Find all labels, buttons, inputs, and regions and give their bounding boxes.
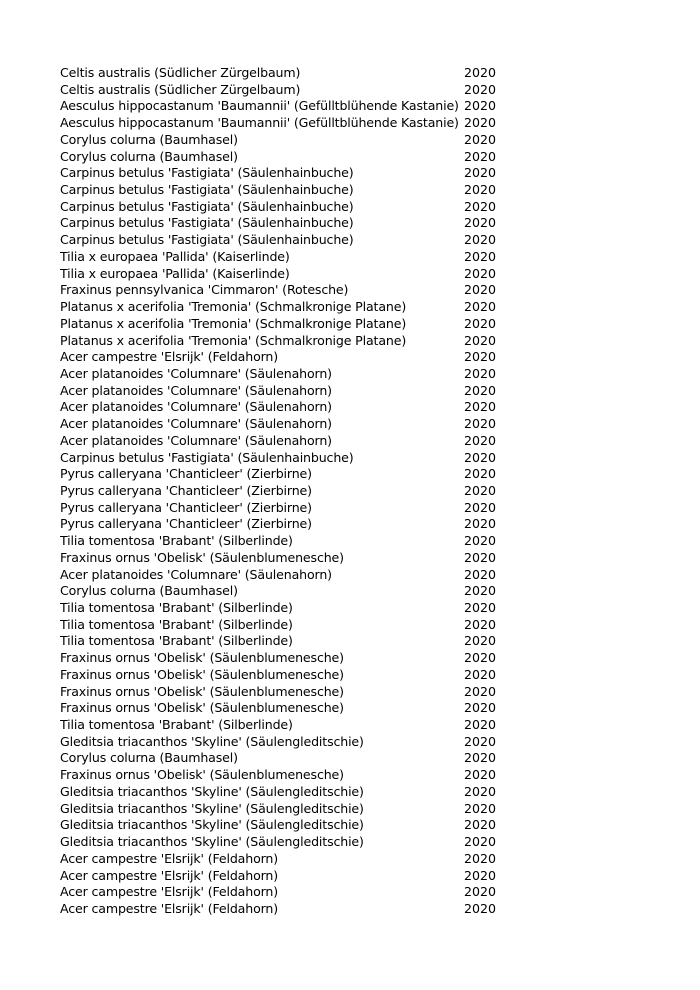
table-row xyxy=(60,667,520,684)
planting-year: 2020 xyxy=(464,516,497,532)
tree-name: Tilia tomentosa 'Brabant' (Silberlinde) xyxy=(60,600,293,615)
table-row xyxy=(60,901,520,918)
table-row xyxy=(60,784,520,801)
planting-year: 2020 xyxy=(464,332,497,348)
tree-name: Acer platanoides 'Columnare' (Säulenahorn) xyxy=(60,365,332,381)
planting-year: 2020 xyxy=(464,399,497,415)
tree-name: Acer platanoides 'Columnare' (Säulenahorn) xyxy=(60,566,332,582)
planting-year: 2020 xyxy=(464,182,497,198)
planting-year: 2020 xyxy=(464,683,497,699)
planting-year: 2020 xyxy=(464,416,497,432)
table-row xyxy=(60,215,520,232)
planting-year: 2020 xyxy=(464,867,497,883)
table-row xyxy=(60,583,520,600)
table-row xyxy=(60,416,520,433)
table-row xyxy=(60,182,520,199)
planting-year: 2020 xyxy=(464,566,497,582)
table-row xyxy=(60,399,520,416)
table-row xyxy=(60,834,520,851)
tree-name: Corylus colurna (Baumhasel) xyxy=(60,750,238,766)
tree-name: Pyrus calleryana 'Chanticleer' (Zierbirne) xyxy=(60,516,312,532)
tree-name: Tilia tomentosa 'Brabant' (Silberlinde) xyxy=(60,616,293,632)
tree-name: Pyrus calleryana 'Chanticleer' (Zierbirne) xyxy=(60,466,312,482)
planting-year: 2020 xyxy=(464,583,497,599)
tree-name: Celtis australis (Südlicher Zürgelbaum) xyxy=(60,81,301,97)
planting-year: 2020 xyxy=(464,466,497,482)
planting-year: 2020 xyxy=(464,349,497,365)
table-row xyxy=(60,717,520,734)
planting-year: 2020 xyxy=(464,232,497,248)
table-row xyxy=(60,600,520,617)
planting-year: 2020 xyxy=(464,98,497,114)
tree-name: Acer platanoides 'Columnare' (Säulenahorn) xyxy=(60,399,332,415)
planting-year: 2020 xyxy=(464,248,497,264)
planting-year: 2020 xyxy=(464,834,497,850)
tree-name: Acer platanoides 'Columnare' (Säulenahorn) xyxy=(60,382,332,398)
tree-name: Carpinus betulus 'Fastigiata' (Säulenhainbuche) xyxy=(60,182,354,198)
planting-year: 2020 xyxy=(464,148,497,164)
table-row xyxy=(60,316,520,333)
tree-name: Carpinus betulus 'Fastigiata' (Säulenhainbuche) xyxy=(60,232,354,248)
planting-year: 2020 xyxy=(464,198,497,214)
planting-year: 2020 xyxy=(464,717,497,733)
table-row xyxy=(60,132,520,149)
tree-name: Gleditsia triacanthos 'Skyline' (Säulengleditschie) xyxy=(60,733,364,749)
table-row xyxy=(60,115,520,132)
table-row xyxy=(60,868,520,885)
planting-year: 2020 xyxy=(464,767,497,783)
planting-year: 2020 xyxy=(464,432,497,448)
tree-name: Carpinus betulus 'Fastigiata' (Säulenhainbuche) xyxy=(60,215,354,231)
tree-name: Fraxinus ornus 'Obelisk' (Säulenblumenesche) xyxy=(60,683,344,699)
tree-name: Acer platanoides 'Columnare' (Säulenahorn) xyxy=(60,416,332,432)
table-row xyxy=(60,149,520,166)
tree-name: Platanus x acerifolia 'Tremonia' (Schmalkronige Platane) xyxy=(60,299,407,315)
table-row xyxy=(60,817,520,834)
tree-name: Aesculus hippocastanum 'Baumannii' (Gefülltblühende Kastanie) xyxy=(60,115,459,131)
tree-name: Fraxinus pennsylvanica 'Cimmaron' (Rotesche) xyxy=(60,282,349,298)
tree-name: Fraxinus ornus 'Obelisk' (Säulenblumenesche) xyxy=(60,650,344,666)
tree-name: Carpinus betulus 'Fastigiata' (Säulenhainbuche) xyxy=(60,198,354,214)
tree-name: Pyrus calleryana 'Chanticleer' (Zierbirne) xyxy=(60,499,312,515)
tree-name: Fraxinus ornus 'Obelisk' (Säulenblumenesche) xyxy=(60,767,344,783)
planting-year: 2020 xyxy=(464,81,497,97)
table-row xyxy=(60,684,520,701)
tree-name: Acer campestre 'Elsrijk' (Feldahorn) xyxy=(60,850,279,866)
table-row xyxy=(60,282,520,299)
tree-name: Acer platanoides 'Columnare' (Säulenahorn) xyxy=(60,432,332,448)
tree-name: Tilia x europaea 'Pallida' (Kaiserlinde) xyxy=(60,248,290,264)
tree-name: Tilia tomentosa 'Brabant' (Silberlinde) xyxy=(60,533,293,549)
planting-year: 2020 xyxy=(464,733,497,749)
tree-name: Fraxinus ornus 'Obelisk' (Säulenblumenesche) xyxy=(60,666,344,682)
tree-name: Tilia tomentosa 'Brabant' (Silberlinde) xyxy=(60,717,293,733)
tree-name: Acer campestre 'Elsrijk' (Feldahorn) xyxy=(60,867,279,883)
tree-name: Aesculus hippocastanum 'Baumannii' (Gefülltblühende Kastanie) xyxy=(60,98,459,114)
tree-name: Fraxinus ornus 'Obelisk' (Säulenblumenesche) xyxy=(60,700,344,716)
table-row xyxy=(60,366,520,383)
tree-name: Acer campestre 'Elsrijk' (Feldahorn) xyxy=(60,349,279,365)
table-row xyxy=(60,232,520,249)
planting-year: 2020 xyxy=(464,382,497,398)
table-row xyxy=(60,450,520,467)
table-row xyxy=(60,884,520,901)
planting-year: 2020 xyxy=(464,215,497,231)
table-row xyxy=(60,199,520,216)
table-row xyxy=(60,516,520,533)
planting-year: 2020 xyxy=(464,783,497,799)
planting-year: 2020 xyxy=(464,265,497,281)
planting-year: 2020 xyxy=(464,817,497,833)
planting-year: 2020 xyxy=(464,131,497,147)
planting-year: 2020 xyxy=(464,633,497,649)
planting-year: 2020 xyxy=(464,365,497,381)
planting-year: 2020 xyxy=(464,533,497,549)
tree-name: Tilia x europaea 'Pallida' (Kaiserlinde) xyxy=(60,265,290,281)
planting-year: 2020 xyxy=(464,165,497,181)
table-row xyxy=(60,433,520,450)
table-row xyxy=(60,700,520,717)
tree-name: Fraxinus ornus 'Obelisk' (Säulenblumenesche) xyxy=(60,549,344,565)
planting-year: 2020 xyxy=(464,449,497,465)
tree-name: Tilia tomentosa 'Brabant' (Silberlinde) xyxy=(60,633,293,649)
planting-year: 2020 xyxy=(464,650,497,666)
planting-year: 2020 xyxy=(464,884,497,900)
planting-year: 2020 xyxy=(464,850,497,866)
tree-name: Celtis australis (Südlicher Zürgelbaum) xyxy=(60,65,301,80)
table-row xyxy=(60,98,520,115)
tree-name: Carpinus betulus 'Fastigiata' (Säulenhainbuche) xyxy=(60,449,354,465)
tree-name: Corylus colurna (Baumhasel) xyxy=(60,148,238,164)
tree-name: Gleditsia triacanthos 'Skyline' (Säulengleditschie) xyxy=(60,817,364,833)
tree-list xyxy=(60,65,520,918)
table-row xyxy=(60,734,520,751)
planting-year: 2020 xyxy=(464,549,497,565)
planting-year: 2020 xyxy=(464,666,497,682)
table-row xyxy=(60,483,520,500)
planting-year: 2020 xyxy=(464,600,497,615)
tree-name: Pyrus calleryana 'Chanticleer' (Zierbirne) xyxy=(60,482,312,498)
table-row xyxy=(60,349,520,366)
tree-name: Acer campestre 'Elsrijk' (Feldahorn) xyxy=(60,884,279,900)
table-row xyxy=(60,165,520,182)
table-row xyxy=(60,82,520,99)
planting-year: 2020 xyxy=(464,616,497,632)
table-row xyxy=(60,65,520,82)
table-row xyxy=(60,801,520,818)
tree-name: Platanus x acerifolia 'Tremonia' (Schmalkronige Platane) xyxy=(60,315,407,331)
table-row xyxy=(60,617,520,634)
planting-year: 2020 xyxy=(464,115,497,131)
planting-year: 2020 xyxy=(464,499,497,515)
table-row xyxy=(60,249,520,266)
tree-name: Corylus colurna (Baumhasel) xyxy=(60,583,238,599)
planting-year: 2020 xyxy=(464,482,497,498)
table-row xyxy=(60,383,520,400)
tree-name: Carpinus betulus 'Fastigiata' (Säulenhainbuche) xyxy=(60,165,354,181)
table-row xyxy=(60,500,520,517)
table-row xyxy=(60,633,520,650)
table-row xyxy=(60,466,520,483)
table-row xyxy=(60,333,520,350)
tree-name: Corylus colurna (Baumhasel) xyxy=(60,131,238,147)
table-row xyxy=(60,533,520,550)
planting-year: 2020 xyxy=(464,900,497,916)
planting-year: 2020 xyxy=(464,315,497,331)
planting-year: 2020 xyxy=(464,800,497,816)
tree-name: Gleditsia triacanthos 'Skyline' (Säulengleditschie) xyxy=(60,800,364,816)
table-row xyxy=(60,750,520,767)
tree-name: Gleditsia triacanthos 'Skyline' (Säulengleditschie) xyxy=(60,783,364,799)
table-row xyxy=(60,550,520,567)
planting-year: 2020 xyxy=(464,700,497,716)
planting-year: 2020 xyxy=(464,750,497,766)
table-row xyxy=(60,299,520,316)
tree-name: Gleditsia triacanthos 'Skyline' (Säulengleditschie) xyxy=(60,834,364,850)
table-row xyxy=(60,567,520,584)
planting-year: 2020 xyxy=(464,282,497,298)
tree-name: Acer campestre 'Elsrijk' (Feldahorn) xyxy=(60,900,279,916)
table-row xyxy=(60,266,520,283)
table-row xyxy=(60,767,520,784)
table-row xyxy=(60,851,520,868)
tree-name: Platanus x acerifolia 'Tremonia' (Schmalkronige Platane) xyxy=(60,332,407,348)
table-row xyxy=(60,650,520,667)
planting-year: 2020 xyxy=(464,65,497,80)
planting-year: 2020 xyxy=(464,299,497,315)
